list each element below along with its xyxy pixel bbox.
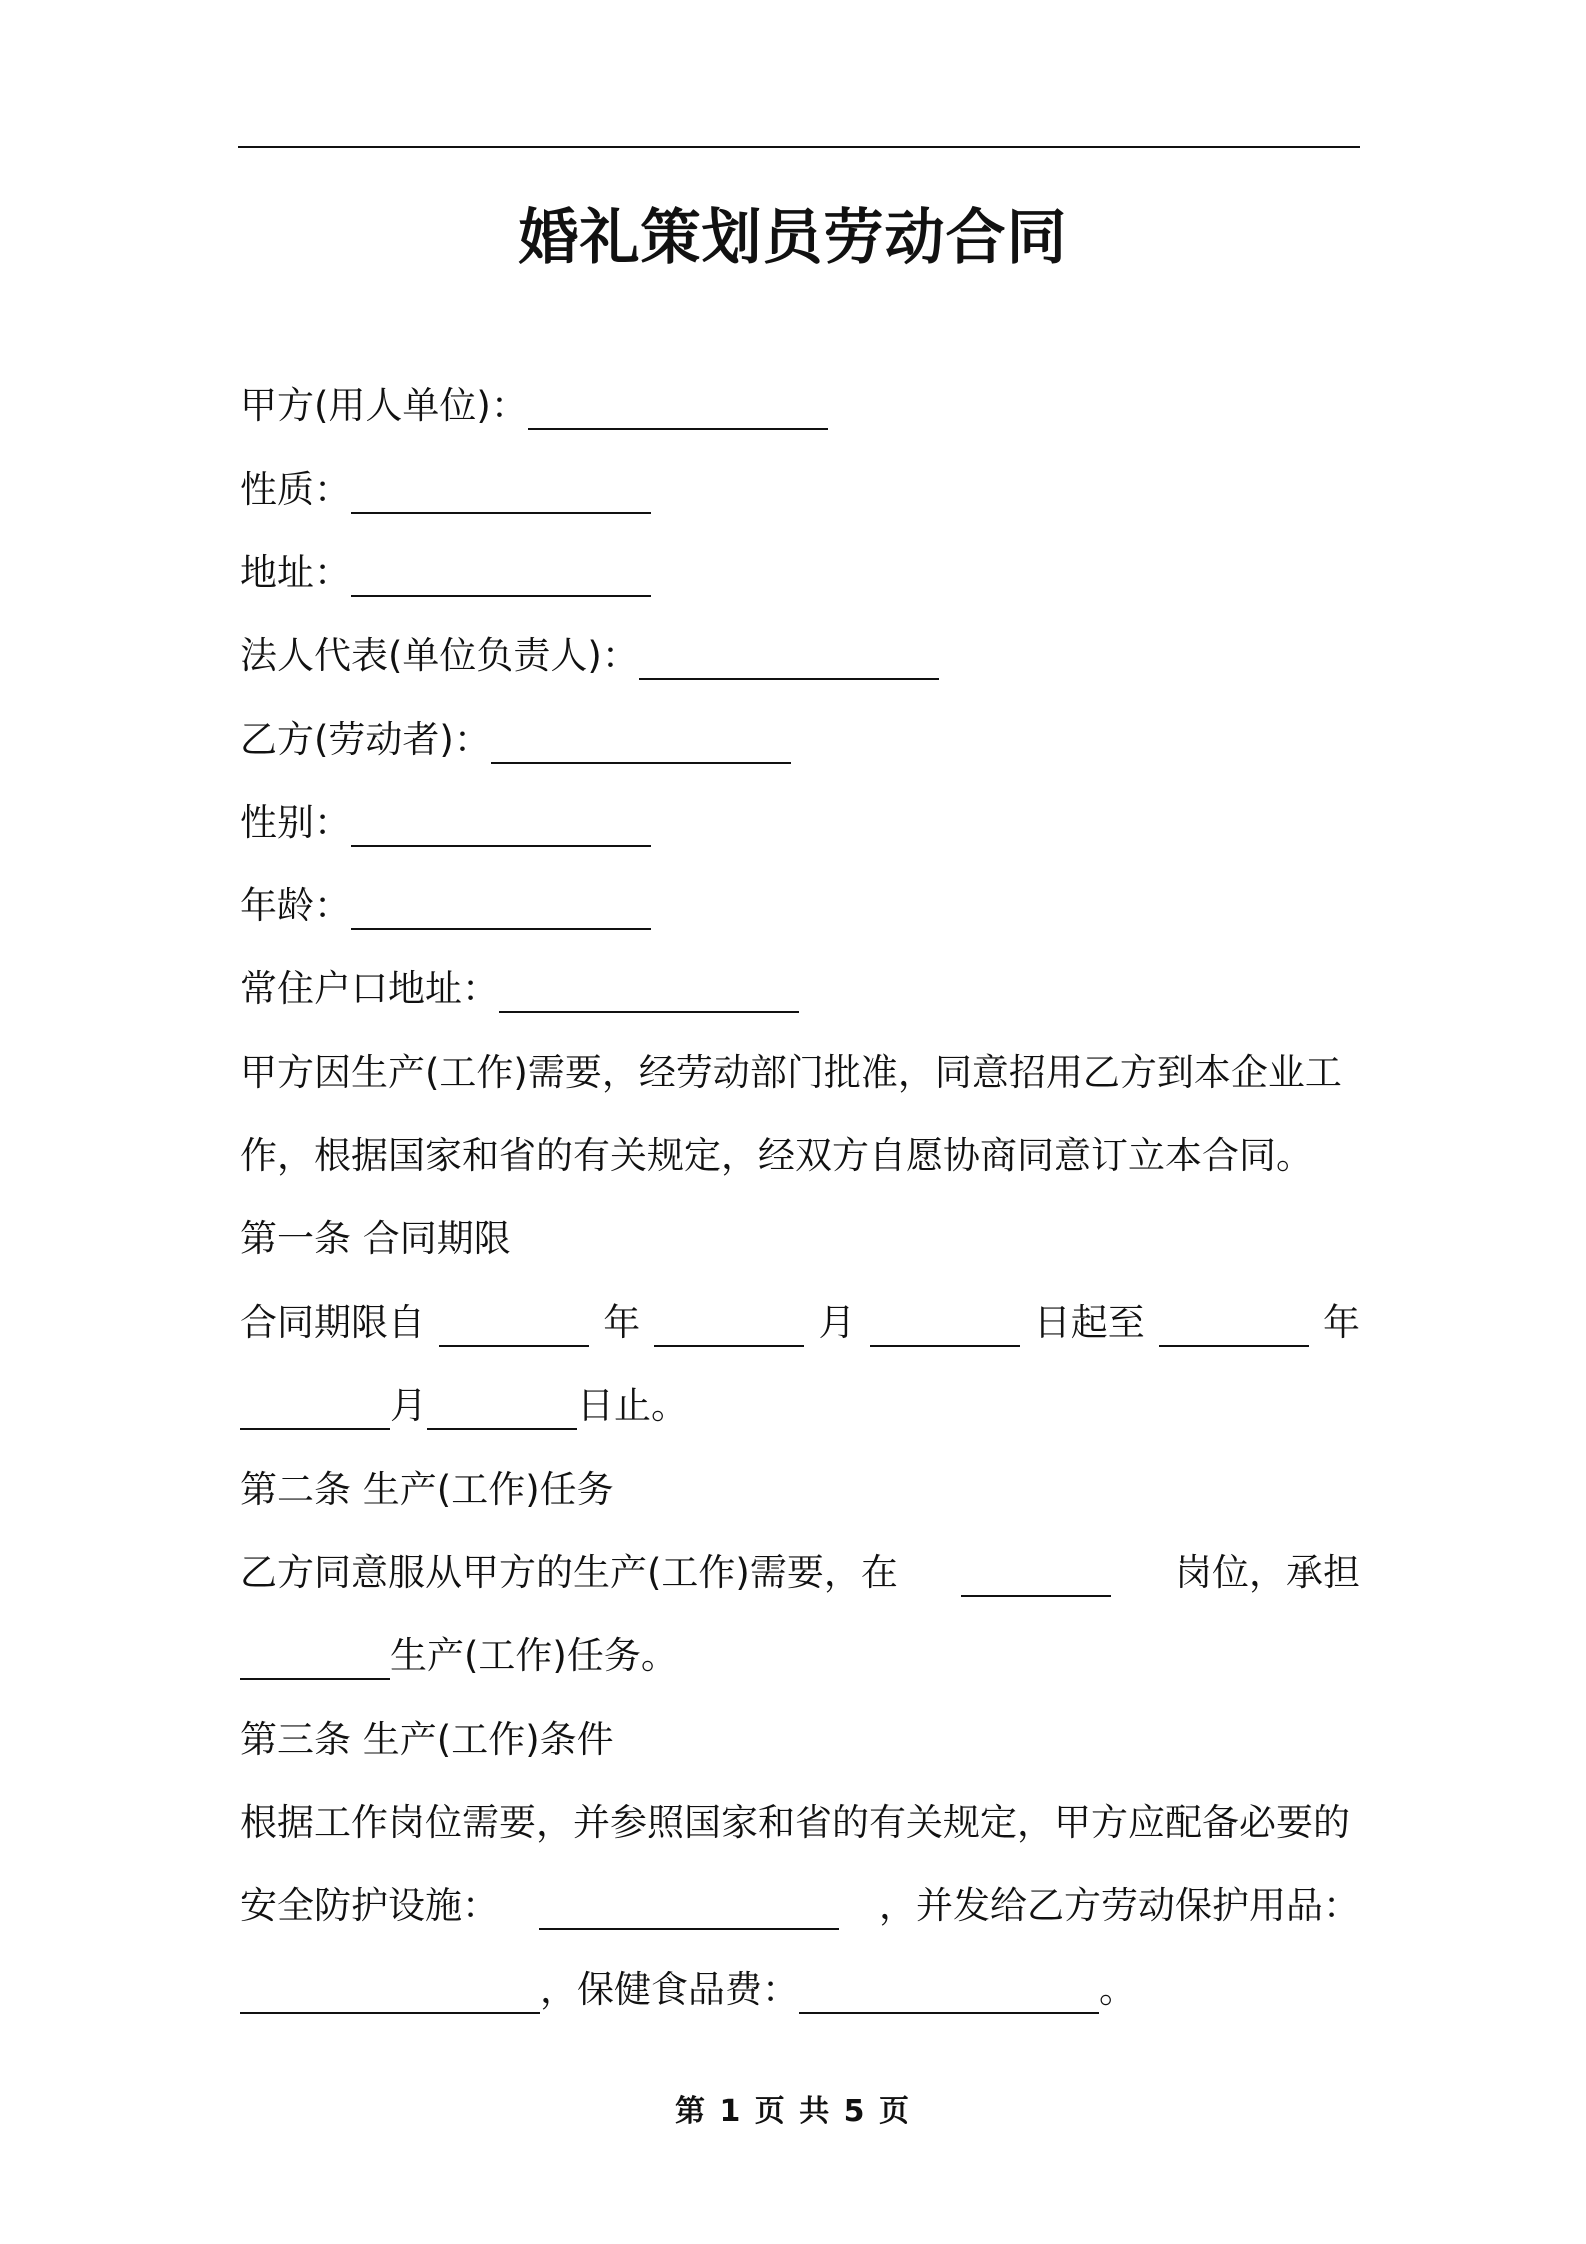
article1-term-line-2 [240, 1374, 1360, 1438]
party-a-label: 甲方(用人单位)： [240, 384, 528, 427]
article3-text-c: ，保健食品费： [540, 1968, 799, 2011]
article3-text-b: ，并发给乙方劳动保护用品： [879, 1884, 1360, 1927]
nature-label: 性质： [240, 468, 351, 511]
address-label: 地址： [240, 551, 351, 594]
age-line [240, 874, 1360, 938]
header-rule [238, 146, 1360, 148]
legal-rep-line [240, 624, 1360, 688]
article3-line-2 [240, 1874, 1360, 1938]
article2-line-1 [240, 1541, 1360, 1605]
intro-line-2: 作，根据国家和省的有关规定，经双方自愿协商同意订立本合同。 [240, 1134, 1313, 1177]
start-year-blank[interactable] [439, 1299, 589, 1347]
end-day-blank[interactable] [427, 1382, 577, 1430]
start-month-blank[interactable] [654, 1299, 804, 1347]
gender-line [240, 791, 1360, 855]
article2-line-2 [240, 1624, 1360, 1688]
residence-line [240, 957, 1360, 1021]
start-day-blank[interactable] [870, 1299, 1020, 1347]
end-month-blank[interactable] [240, 1382, 390, 1430]
gender-blank[interactable] [351, 799, 651, 847]
residence-blank[interactable] [499, 965, 799, 1013]
protective-supplies-blank[interactable] [240, 1966, 540, 2014]
task-blank[interactable] [240, 1632, 390, 1680]
party-b-label: 乙方(劳动者)： [240, 718, 491, 761]
age-label: 年龄： [240, 884, 351, 927]
article3-text-d: 。 [1099, 1968, 1136, 2011]
safety-facilities-blank[interactable] [539, 1882, 839, 1930]
article1-heading: 第一条 合同期限 [240, 1217, 511, 1260]
start-month-label: 月 [818, 1301, 856, 1344]
age-blank[interactable] [351, 882, 651, 930]
health-food-fee-blank[interactable] [799, 1966, 1099, 2014]
legal-rep-label: 法人代表(单位负责人)： [240, 634, 639, 677]
party-b-blank[interactable] [491, 716, 791, 764]
article3-text-a: 安全防护设施： [240, 1884, 499, 1927]
gender-label: 性别： [240, 801, 351, 844]
intro-line-1: 甲方因生产(工作)需要，经劳动部门批准，同意招用乙方到本企业工 [240, 1051, 1342, 1094]
address-line [240, 541, 1360, 605]
article2-text-a: 乙方同意服从甲方的生产(工作)需要，在 [240, 1551, 898, 1594]
end-month-label: 月 [390, 1384, 427, 1427]
page-counter: 第 1 页 共 5 页 [675, 2094, 911, 2129]
article3-heading: 第三条 生产(工作)条件 [240, 1718, 614, 1761]
article1-term-line-1 [240, 1291, 1360, 1355]
end-day-label: 日止。 [577, 1384, 688, 1427]
article2-heading: 第二条 生产(工作)任务 [240, 1468, 614, 1511]
nature-blank[interactable] [351, 466, 651, 514]
nature-line [240, 458, 1360, 522]
end-year-blank[interactable] [1159, 1299, 1309, 1347]
document-title: 婚礼策划员劳动合同 [518, 203, 1068, 273]
article2-text-b: 岗位，承担 [1175, 1551, 1360, 1594]
party-a-line [240, 374, 1360, 438]
residence-label: 常住户口地址： [240, 967, 499, 1010]
address-blank[interactable] [351, 549, 651, 597]
legal-rep-blank[interactable] [639, 632, 939, 680]
party-b-line [240, 708, 1360, 772]
start-year-label: 年 [603, 1301, 641, 1344]
term-from-label: 合同期限自 [240, 1301, 425, 1344]
article3-line-3 [240, 1958, 1360, 2022]
end-year-label: 年 [1323, 1301, 1360, 1344]
start-day-label: 日起至 [1033, 1301, 1145, 1344]
article2-text-c: 生产(工作)任务。 [390, 1634, 678, 1677]
position-blank[interactable] [961, 1549, 1111, 1597]
party-a-blank[interactable] [528, 382, 828, 430]
article3-line-1: 根据工作岗位需要，并参照国家和省的有关规定，甲方应配备必要的 [240, 1801, 1350, 1844]
